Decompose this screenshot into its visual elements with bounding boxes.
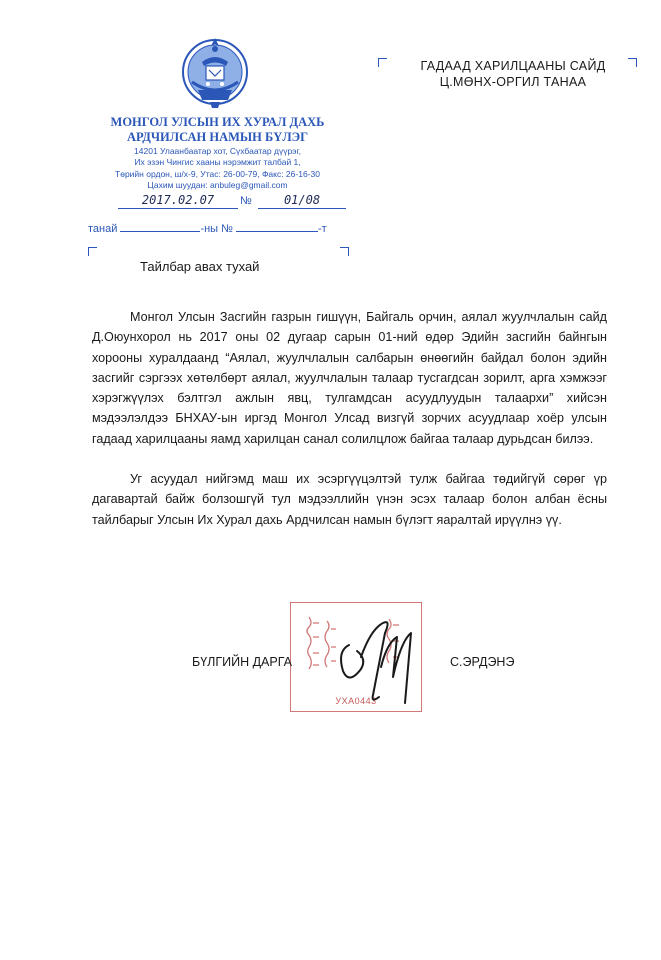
stamp-code: УХА0443 bbox=[335, 696, 377, 706]
letter-date: 2017.02.07 bbox=[118, 193, 238, 209]
organization-name bbox=[90, 115, 345, 145]
handwritten-signature-icon bbox=[325, 605, 425, 705]
address-line: Их эзэн Чингис хааны нэрэмжит талбай 1, bbox=[134, 157, 301, 168]
corner-bracket bbox=[88, 247, 97, 256]
recipient-block bbox=[398, 58, 628, 90]
mongolia-state-emblem-icon bbox=[180, 32, 250, 110]
body-paragraph: Монгол Улсын Засгийн газрын гишүүн, Байгаль орчин, аялал жуулчлалын сайд Д.Оюунхорол нь 2017 оны 02 дугаар сарын 01-ний өдөр Эдийн засгийн байнгын хорооны хуралдаанд “Аялал, жуулчлалын салбарын өнөөгийн байдал болон эдийн засгийг сэргээх хөтөлбөрт аялал, жуулчлалын талаар тусгагдсан зорилт, арга хэмжээг хэрэгжүүлэх бэлтгэл ажлын явц, тулгамдсан асуудлуудын талаархи” хийсэн мэдээлэлдээ БНХАУ-ын иргэд Монгол Улсад визгүй зорчих асуудлаар хоёр улсын гадаад харилцааны яамд харилцан санал солилцлож байгаа талаар дурьдсан билээ. bbox=[92, 310, 607, 446]
address-line: 14201 Улаанбаатар хот, Сүхбаатар дүүрэг, bbox=[134, 146, 301, 156]
reply-prefix: танай bbox=[88, 223, 118, 235]
letter-number: 01/08 bbox=[258, 193, 346, 209]
address-line: Төрийн ордон, ш/х-9, Утас: 26-00-79, Факс: 26-16-30 bbox=[115, 168, 320, 179]
signatory-name: С.ЭРДЭНЭ bbox=[450, 655, 515, 669]
reply-date-blank bbox=[120, 221, 200, 232]
signatory-title: БҮЛГИЙН ДАРГА bbox=[192, 655, 293, 669]
org-name-line2: АРДЧИЛСАН НАМЫН БҮЛЭГ bbox=[126, 130, 309, 144]
registration-row bbox=[88, 193, 350, 217]
reply-suffix: -т bbox=[318, 223, 327, 235]
email-line: Цахим шуудан: anbuleg@gmail.com bbox=[147, 179, 288, 190]
body-paragraph: Уг асуудал нийгэмд маш их эсэргүүцэлтэй тулж байгаа төдийгүй сөрөг үр дагавартай байж болзошгүй тул мэдээллийн үнэн эсэх талаар болон албан ёсны тайлбарыг Улсын Их Хурал дахь Ардчилсан намын бүлэгт яаралтай ирүүлнэ үү. bbox=[92, 472, 607, 527]
number-sign: № bbox=[240, 195, 252, 207]
letter-subject: Тайлбар авах тухай bbox=[140, 259, 260, 274]
reply-number-blank bbox=[236, 221, 318, 232]
corner-bracket bbox=[340, 247, 349, 256]
reply-reference-row bbox=[88, 221, 353, 235]
reply-mid: -ны № bbox=[200, 223, 233, 235]
recipient-title: ГАДААД ХАРИЛЦААНЫ САЙД bbox=[420, 59, 606, 73]
organization-address bbox=[90, 146, 345, 191]
corner-bracket bbox=[378, 58, 387, 67]
letter-body bbox=[92, 307, 607, 550]
org-name-line1: МОНГОЛ УЛСЫН ИХ ХУРАЛ ДАХЬ bbox=[110, 115, 325, 129]
corner-bracket bbox=[628, 58, 637, 67]
recipient-name: Ц.МӨНХ-ОРГИЛ ТАНАА bbox=[439, 75, 587, 89]
